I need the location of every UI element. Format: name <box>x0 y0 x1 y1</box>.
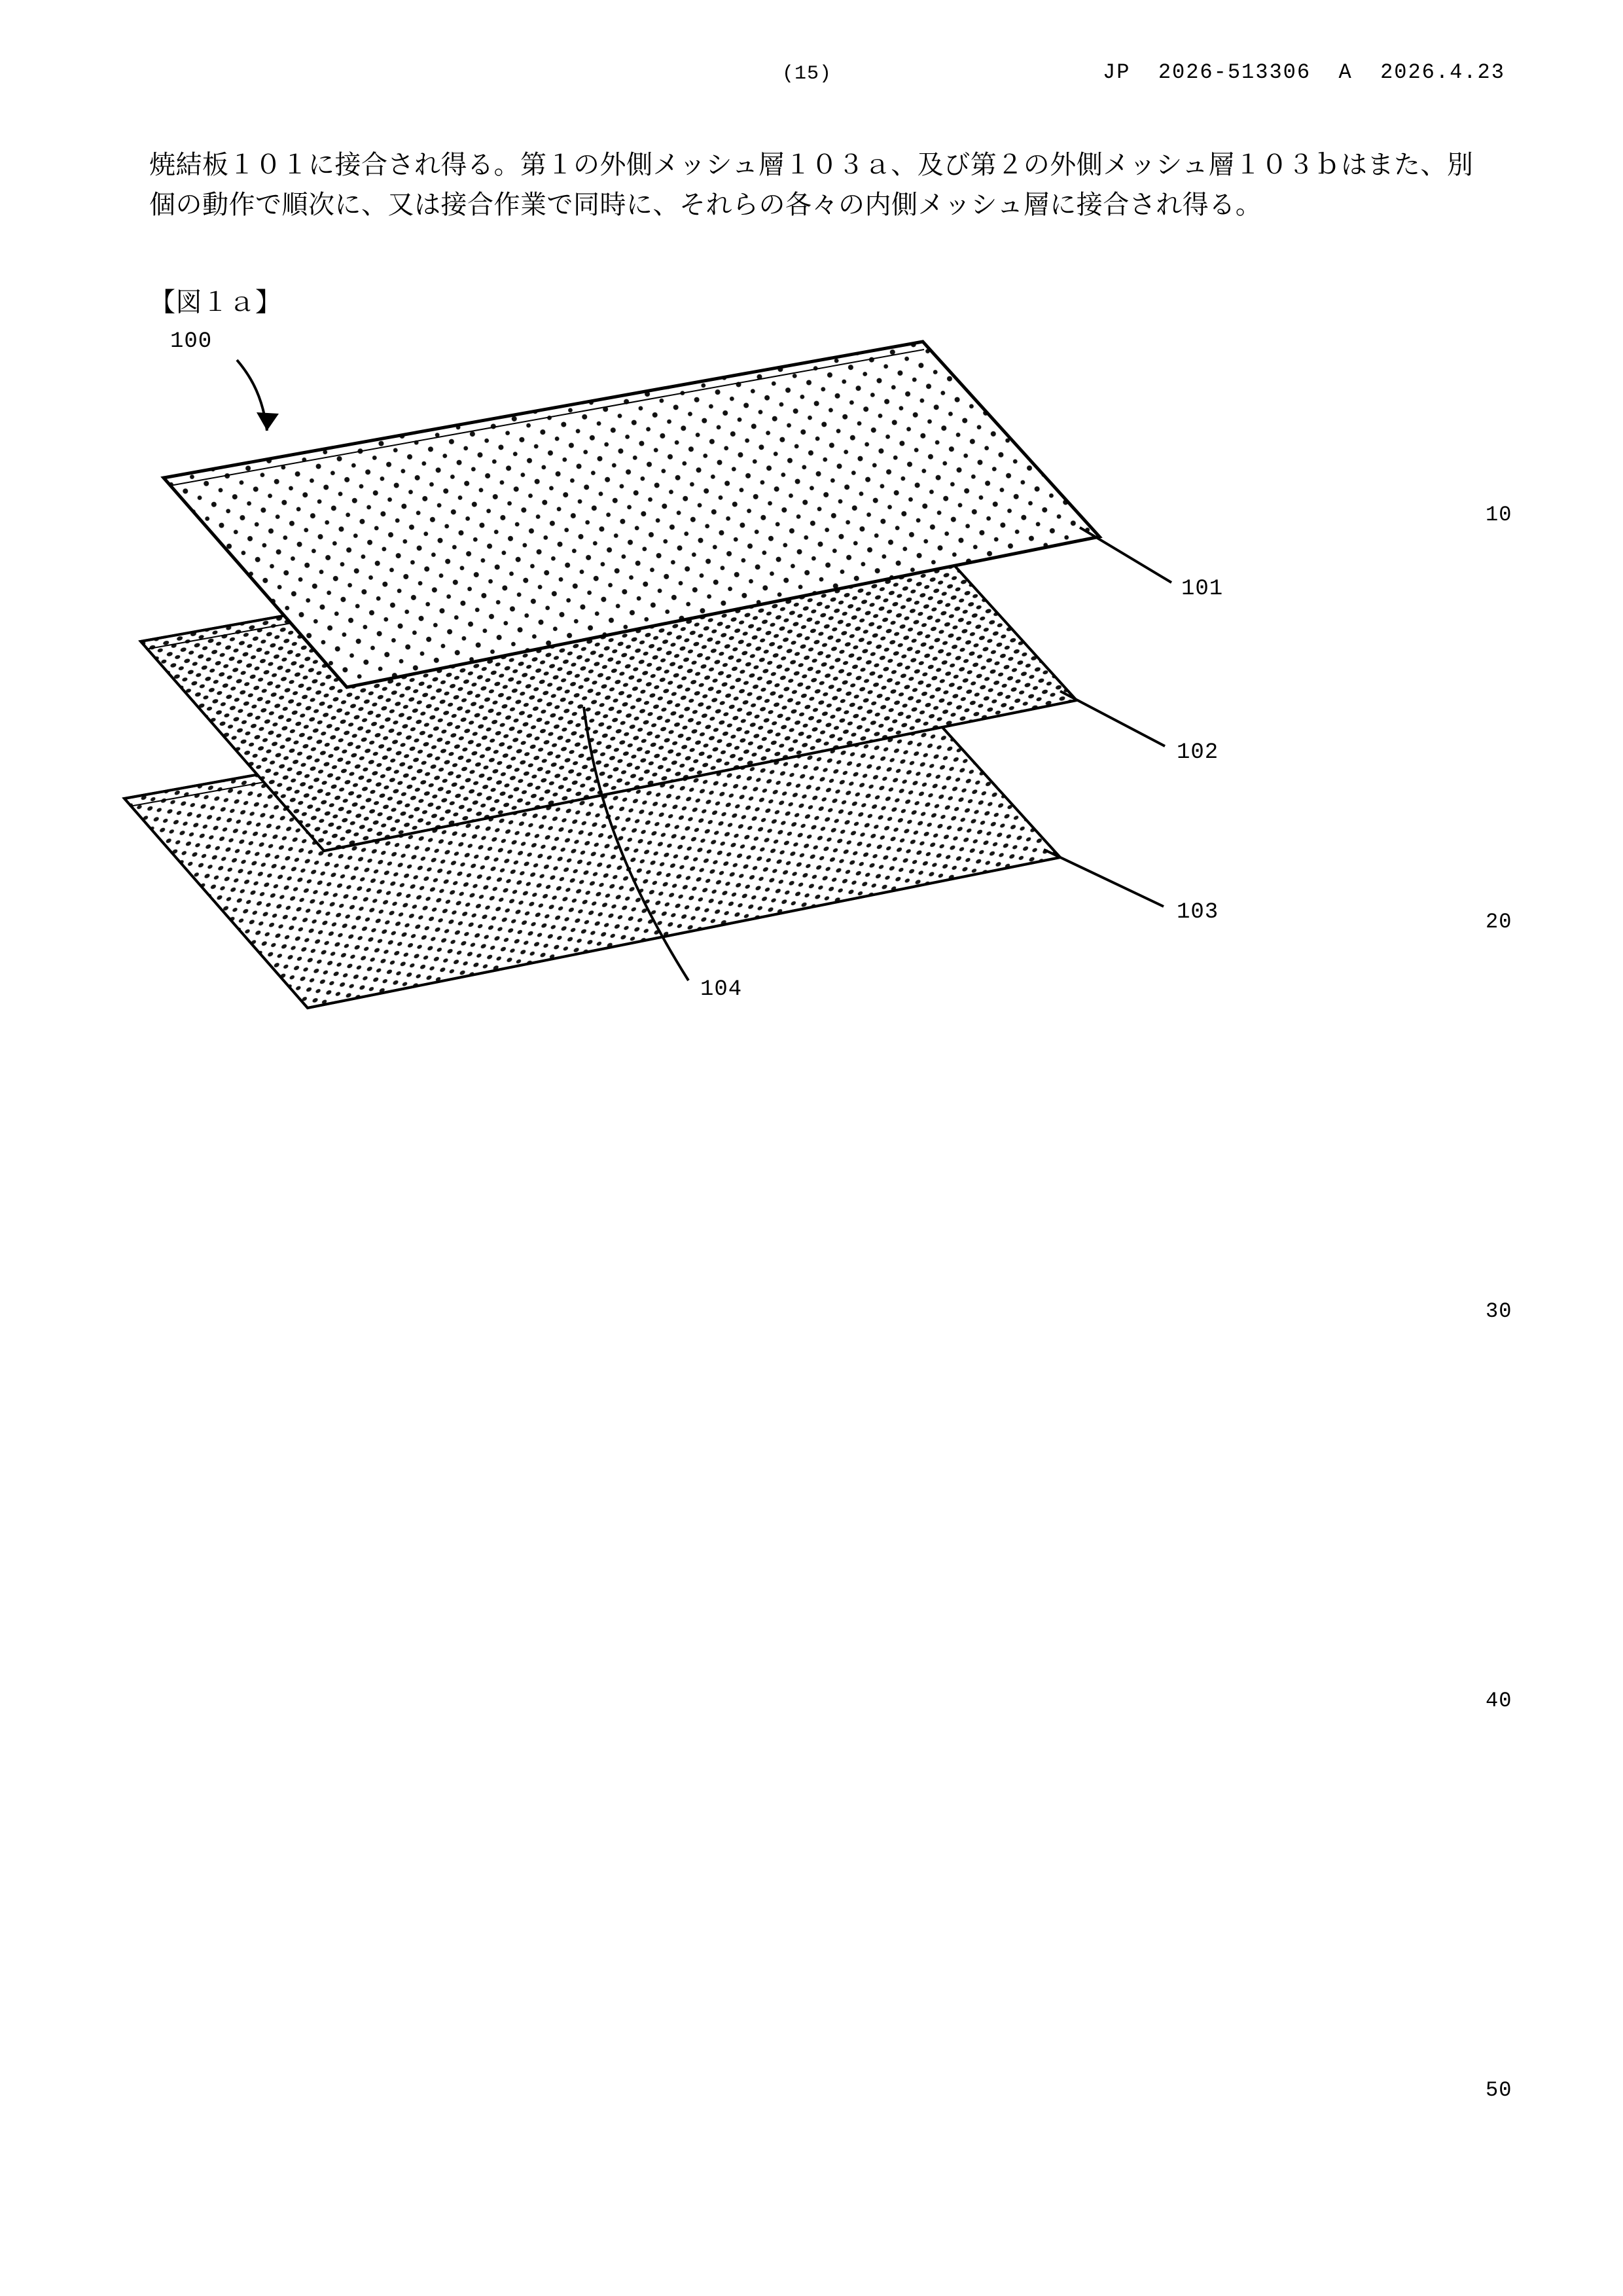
callout-inner-mesh <box>1060 691 1219 765</box>
line-number: 40 <box>1486 1689 1512 1713</box>
body-paragraph-text: 焼結板１０１に接合され得る。第１の外側メッシュ層１０３ａ、及び第２の外側メッシュ層１０３ｂはまた、別個の動作で順次に、又は接合作業で同時に、それらの各々の内側メッシュ層に接合され得る。 <box>149 150 1474 220</box>
line-number-gutter <box>1486 0 1538 2296</box>
callout-assembly-label: 100 <box>170 329 213 354</box>
line-number: 10 <box>1486 503 1512 527</box>
callout-sinter-plate-label: 101 <box>1181 577 1224 601</box>
publication-reference: JP 2026-513306 A 2026.4.23 <box>1103 60 1505 84</box>
line-number: 50 <box>1486 2078 1512 2102</box>
page-number: (15) <box>782 63 832 85</box>
figure-caption: 【図１ａ】 <box>149 287 282 317</box>
figure-1a <box>118 321 1466 1204</box>
line-number: 30 <box>1486 1299 1512 1323</box>
callout-outer-mesh <box>1044 850 1219 925</box>
callout-mesh-detail-label: 104 <box>700 977 743 1002</box>
callout-assembly <box>170 329 279 431</box>
body-paragraph <box>149 145 1478 225</box>
callout-inner-mesh-label: 102 <box>1177 740 1219 765</box>
line-number: 20 <box>1486 910 1512 934</box>
callout-sinter-plate <box>1080 528 1223 601</box>
callout-outer-mesh-label: 103 <box>1177 900 1219 925</box>
